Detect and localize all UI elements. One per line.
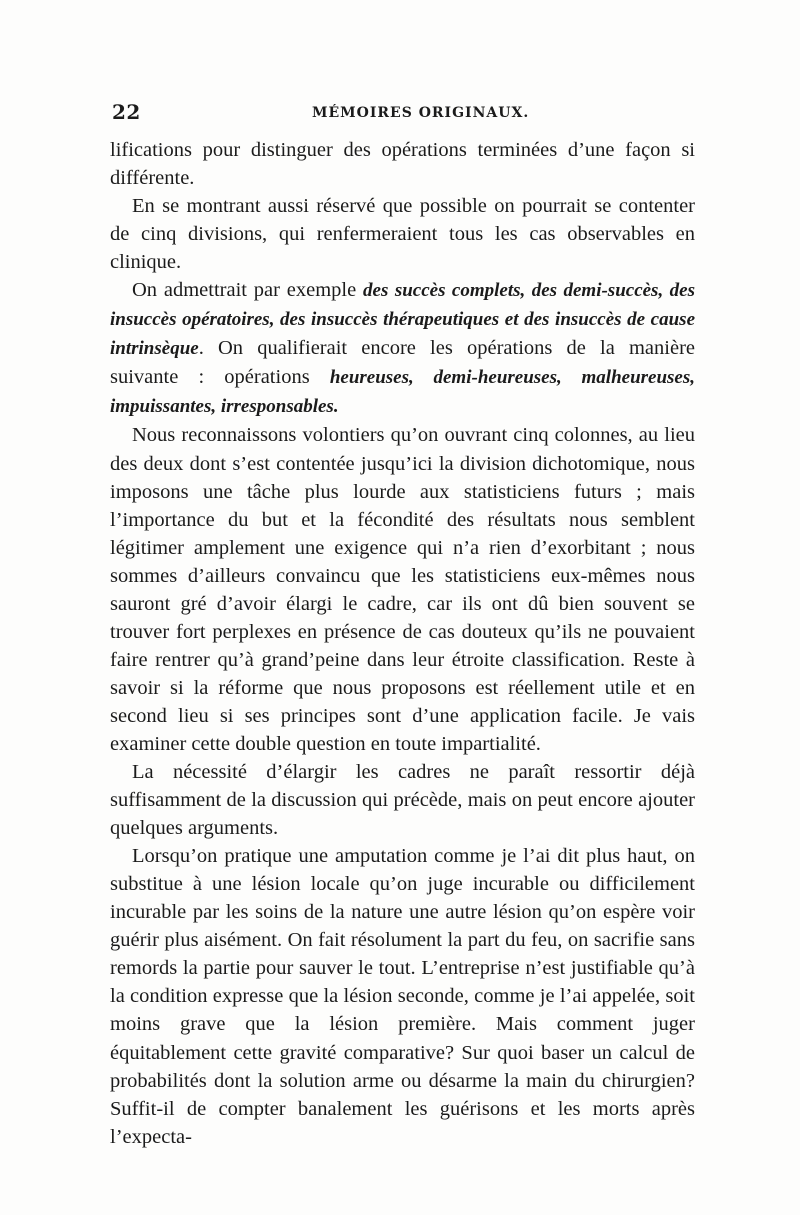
italic-text-run: des succès complets, des demi-succès, des insuccès opératoires, des insuccès thérapeutiques et des insuccès de cause intrinsèque xyxy=(110,280,695,360)
text-run: La nécessité d’élargir les cadres ne paraît ressortir déjà suffisamment de la discussion qui précède, mais on peut encore ajouter quelques arguments. xyxy=(110,761,695,840)
text-run: lifications pour distinguer des opérations terminées d’une façon si différente. xyxy=(110,139,695,190)
italic-text-run: heureuses, demi-heureuses, malheureuses, impuissantes, irresponsables. xyxy=(110,367,696,418)
text-run: Nous reconnaissons volontiers qu’on ouvrant cinq colonnes, au lieu des deux dont s’est contentée jusqu’ici la division dichotomique, nous imposons une tâche plus lourde aux statisticiens futurs ; mais l’importance du but et la fécondité des résultats nous semblent légitimer amplement une exigence qui n’a rien d’exorbitant ; nous sommes d’ailleurs convaincu que les statisticiens eux-mêmes nous sauront gré d’avoir élargi le cadre, car ils ont dû bien souvent se trouver fort perplexes en présence de cas douteux qu’ils ne pouvaient faire rentrer qu’à grand’peine dans leur étroite classification. Reste à savoir si la réforme que nous proposons est réellement utile et en second lieu si ses principes sont d’une application facile. Je vais examiner cette double question en toute impartialité. xyxy=(110,424,695,755)
running-title: MÉMOIRES ORIGINAUX. xyxy=(312,105,530,121)
page-number: 22 xyxy=(112,100,141,124)
text-run: On admettrait par exemple xyxy=(132,279,364,302)
text-run: Lorsqu’on pratique une amputation comme je l’ai dit plus haut, on substitue à une lésion locale qu’on juge incurable ou difficilement incurable par les soins de la nature une autre lésion qu’on espère voir guérir plus aisément. On fait résolument la part du feu, on sacrifie sans remords la partie pour sauver le tout. L’entreprise n’est justifiable qu’à la condition expresse que la lésion seconde, comme je l’ai appelée, soit moins grave que la lésion première. Mais comment juger équitablement cette gravité comparative? Sur quoi baser un calcul de probabilités dont la solution arme ou désarme la main du chirurgien? Suffit-il de compter banalement les guérisons et les morts après l’expecta- xyxy=(110,845,695,1148)
paragraph xyxy=(110,842,695,1151)
paragraph xyxy=(110,421,695,758)
paragraph xyxy=(110,192,695,276)
text-run: En se montrant aussi réservé que possible on pourrait se contenter de cinq divisions, qui renfermeraient tous les cas observables en clinique. xyxy=(110,195,695,274)
paragraph xyxy=(110,276,695,421)
paragraph xyxy=(110,136,695,192)
text-run: . On qualifierait encore les opérations de la manière suivante : opérations xyxy=(110,337,695,389)
page-header xyxy=(112,100,702,126)
paragraph xyxy=(110,758,695,842)
body-text xyxy=(110,136,695,1151)
